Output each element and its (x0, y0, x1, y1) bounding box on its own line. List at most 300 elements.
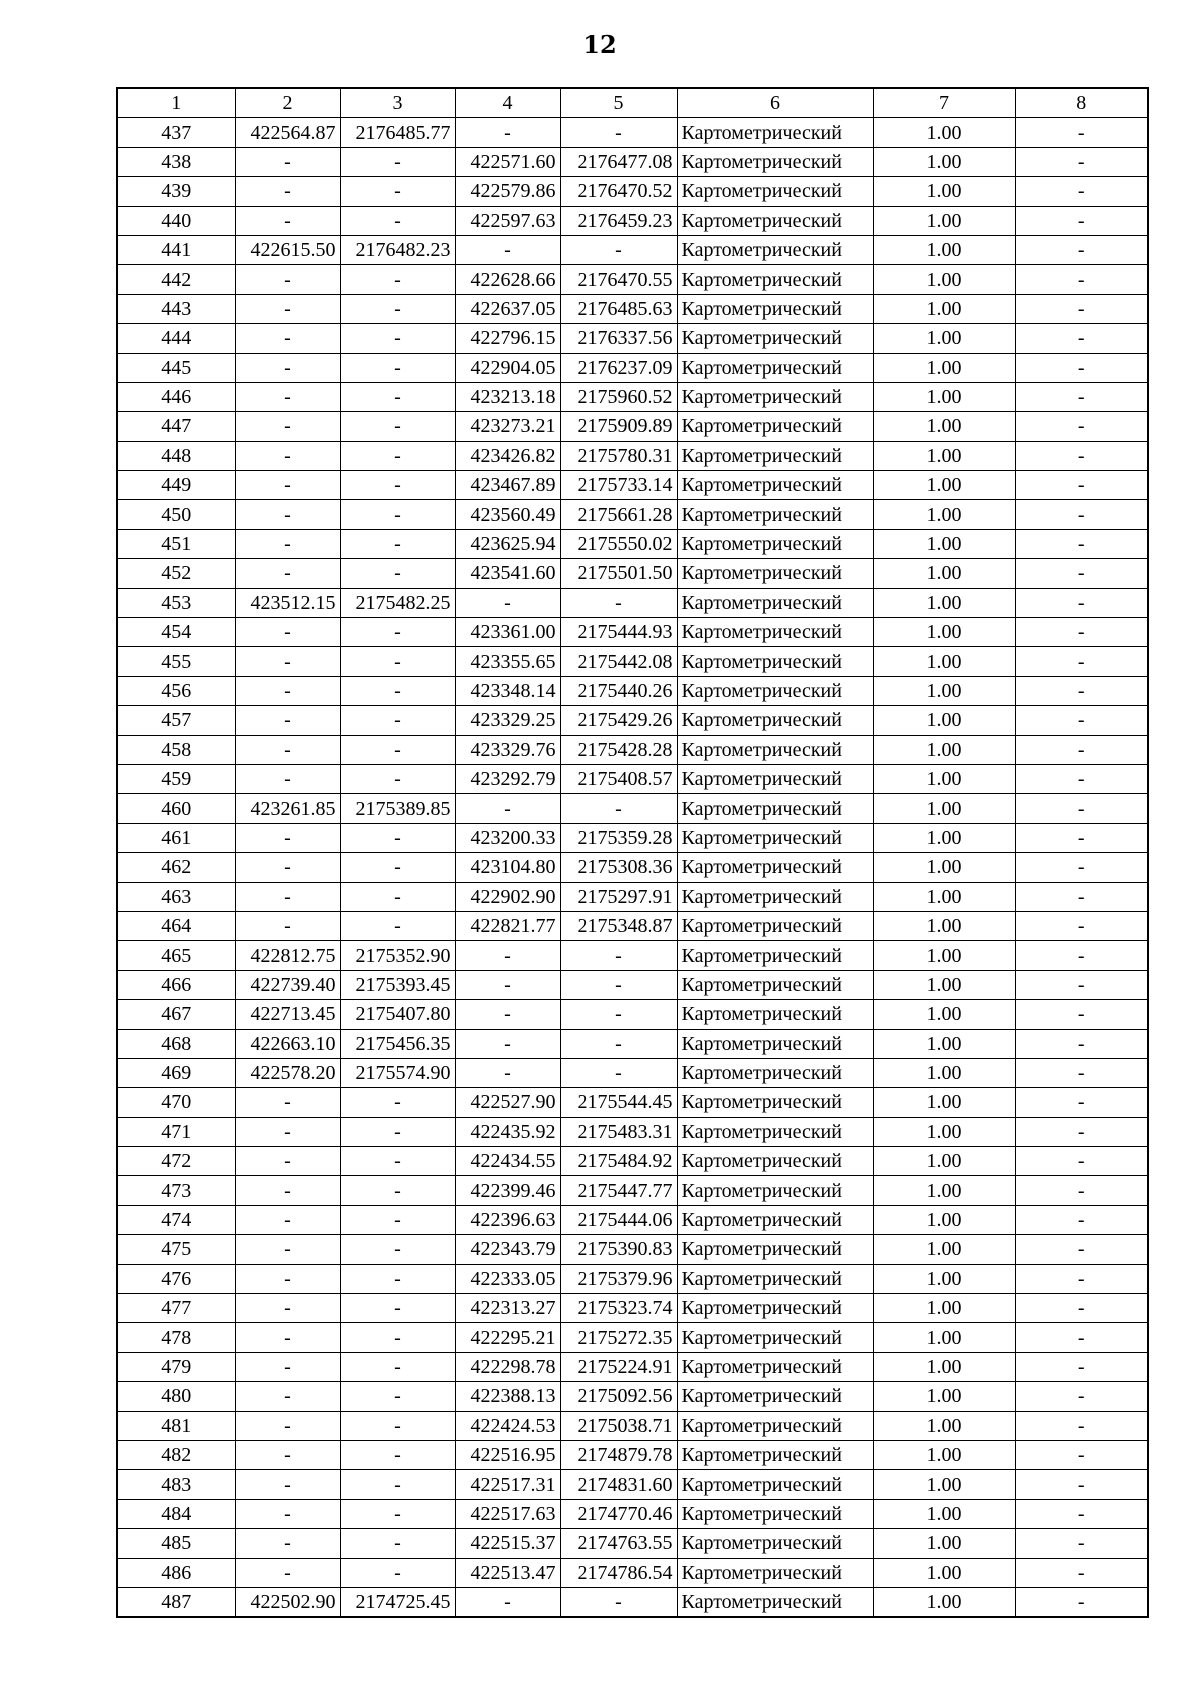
table-cell: - (235, 206, 340, 235)
table-cell: - (560, 794, 677, 823)
table-cell: Картометрический (677, 235, 873, 264)
table-cell: - (340, 853, 455, 882)
table-cell: - (455, 235, 560, 264)
table-cell: 468 (117, 1029, 235, 1058)
table-cell: 1.00 (873, 1176, 1015, 1205)
table-cell: 422298.78 (455, 1352, 560, 1381)
table-cell: 422388.13 (455, 1382, 560, 1411)
column-header: 2 (235, 88, 340, 118)
table-cell: 1.00 (873, 1470, 1015, 1499)
table-cell: 2175501.50 (560, 559, 677, 588)
table-row (117, 794, 1148, 823)
table-cell: 1.00 (873, 294, 1015, 323)
table-cell: - (235, 1147, 340, 1176)
table-cell: - (340, 882, 455, 911)
table-cell: 2176470.52 (560, 177, 677, 206)
table-cell: 422821.77 (455, 911, 560, 940)
table-cell: - (455, 118, 560, 147)
table-cell: 2175359.28 (560, 823, 677, 852)
table-cell: Картометрический (677, 206, 873, 235)
table-cell: Картометрический (677, 324, 873, 353)
table-cell: - (455, 1587, 560, 1617)
table-cell: - (340, 265, 455, 294)
table-cell: - (560, 235, 677, 264)
table-cell: 2175544.45 (560, 1088, 677, 1117)
table-cell: - (1015, 1382, 1148, 1411)
table-row (117, 353, 1148, 382)
table-cell: 1.00 (873, 265, 1015, 294)
table-cell: - (235, 353, 340, 382)
table-cell: - (340, 529, 455, 558)
table-cell: 465 (117, 941, 235, 970)
table-cell: - (340, 1176, 455, 1205)
table-cell: 1.00 (873, 853, 1015, 882)
table-cell: - (560, 1058, 677, 1087)
table-cell: 457 (117, 706, 235, 735)
table-cell: 422295.21 (455, 1323, 560, 1352)
table-cell: Картометрический (677, 1470, 873, 1499)
table-cell: Картометрический (677, 529, 873, 558)
table-row (117, 823, 1148, 852)
table-cell: - (1015, 1411, 1148, 1440)
table-cell: - (340, 1088, 455, 1117)
table-cell: 450 (117, 500, 235, 529)
table-cell: 474 (117, 1205, 235, 1234)
table-cell: 423361.00 (455, 618, 560, 647)
table-cell: - (340, 500, 455, 529)
table-cell: Картометрический (677, 147, 873, 176)
table-row (117, 1382, 1148, 1411)
table-cell: - (340, 294, 455, 323)
table-cell: 1.00 (873, 735, 1015, 764)
table-cell: - (340, 1294, 455, 1323)
table-cell: 2175224.91 (560, 1352, 677, 1381)
table-cell: - (560, 1029, 677, 1058)
table-row (117, 177, 1148, 206)
table-cell: - (1015, 1352, 1148, 1381)
table-cell: 446 (117, 382, 235, 411)
table-cell: - (235, 1235, 340, 1264)
table-cell: 422517.63 (455, 1499, 560, 1528)
table-cell: Картометрический (677, 1323, 873, 1352)
table-cell: 476 (117, 1264, 235, 1293)
table-cell: 422515.37 (455, 1529, 560, 1558)
table-cell: 1.00 (873, 1029, 1015, 1058)
column-header: 1 (117, 88, 235, 118)
table-cell: 478 (117, 1323, 235, 1352)
table-row (117, 1235, 1148, 1264)
table-cell: 438 (117, 147, 235, 176)
table-cell: 487 (117, 1587, 235, 1617)
table-row (117, 1529, 1148, 1558)
table-cell: 2176477.08 (560, 147, 677, 176)
table-cell: 458 (117, 735, 235, 764)
table-cell: Картометрический (677, 471, 873, 500)
table-cell: 1.00 (873, 177, 1015, 206)
table-cell: 472 (117, 1147, 235, 1176)
table-cell: - (235, 441, 340, 470)
table-row (117, 1411, 1148, 1440)
table-cell: - (235, 882, 340, 911)
table-cell: - (340, 324, 455, 353)
table-cell: Картометрический (677, 735, 873, 764)
table-cell: 2175408.57 (560, 764, 677, 793)
table-row (117, 1440, 1148, 1469)
table-cell: - (235, 1294, 340, 1323)
table-cell: 2175429.26 (560, 706, 677, 735)
table-row (117, 1205, 1148, 1234)
table-cell: - (1015, 1587, 1148, 1617)
table-cell: 483 (117, 1470, 235, 1499)
table-cell: Картометрический (677, 1088, 873, 1117)
table-cell: 2175456.35 (340, 1029, 455, 1058)
table-cell: - (1015, 1176, 1148, 1205)
table-cell: 2175960.52 (560, 382, 677, 411)
table-cell: 1.00 (873, 500, 1015, 529)
table-cell: - (1015, 353, 1148, 382)
table-cell: 439 (117, 177, 235, 206)
table-row (117, 764, 1148, 793)
table-cell: - (560, 941, 677, 970)
table-cell: Картометрический (677, 588, 873, 617)
table-cell: - (340, 676, 455, 705)
table-cell: 423512.15 (235, 588, 340, 617)
table-cell: 2174725.45 (340, 1587, 455, 1617)
table-cell: 443 (117, 294, 235, 323)
table-cell: 422517.31 (455, 1470, 560, 1499)
table-cell: - (340, 471, 455, 500)
table-cell: 2176482.23 (340, 235, 455, 264)
table-cell: 423467.89 (455, 471, 560, 500)
table-cell: 1.00 (873, 794, 1015, 823)
table-cell: 1.00 (873, 764, 1015, 793)
table-cell: - (235, 1176, 340, 1205)
table-cell: 469 (117, 1058, 235, 1087)
table-cell: 422571.60 (455, 147, 560, 176)
table-cell: Картометрический (677, 441, 873, 470)
table-row (117, 1264, 1148, 1293)
table-cell: 1.00 (873, 382, 1015, 411)
table-cell: 1.00 (873, 618, 1015, 647)
table-cell: 1.00 (873, 206, 1015, 235)
table-cell: 1.00 (873, 1235, 1015, 1264)
table-cell: Картометрический (677, 676, 873, 705)
table-cell: 447 (117, 412, 235, 441)
table-cell: - (1015, 1147, 1148, 1176)
table-cell: 1.00 (873, 941, 1015, 970)
table-row (117, 1176, 1148, 1205)
table-cell: - (235, 1088, 340, 1117)
table-cell: - (1015, 559, 1148, 588)
table-row (117, 1058, 1148, 1087)
table-cell: - (455, 970, 560, 999)
table-cell: - (235, 412, 340, 441)
table-row (117, 1294, 1148, 1323)
table-cell: 423348.14 (455, 676, 560, 705)
table-cell: - (1015, 177, 1148, 206)
table-cell: - (235, 1117, 340, 1146)
table-row (117, 1558, 1148, 1587)
table-cell: 1.00 (873, 235, 1015, 264)
table-cell: - (235, 1205, 340, 1234)
table-cell: - (340, 706, 455, 735)
table-cell: 2174831.60 (560, 1470, 677, 1499)
table-cell: 463 (117, 882, 235, 911)
table-cell: 2175733.14 (560, 471, 677, 500)
table-cell: 2175379.96 (560, 1264, 677, 1293)
table-cell: - (340, 823, 455, 852)
table-cell: 485 (117, 1529, 235, 1558)
table-cell: 422597.63 (455, 206, 560, 235)
table-cell: 423104.80 (455, 853, 560, 882)
table-cell: - (1015, 294, 1148, 323)
table-cell: - (455, 941, 560, 970)
table-cell: - (235, 529, 340, 558)
table-cell: 1.00 (873, 1352, 1015, 1381)
table-cell: Картометрический (677, 1000, 873, 1029)
table-row (117, 618, 1148, 647)
table-cell: - (1015, 412, 1148, 441)
table-cell: 1.00 (873, 706, 1015, 735)
table-cell: - (235, 1470, 340, 1499)
table-cell: 459 (117, 764, 235, 793)
table-row (117, 588, 1148, 617)
table-cell: 2176237.09 (560, 353, 677, 382)
table-cell: 2175444.93 (560, 618, 677, 647)
table-cell: - (560, 588, 677, 617)
table-cell: - (1015, 1205, 1148, 1234)
table-cell: - (1015, 618, 1148, 647)
table-row (117, 206, 1148, 235)
table-cell: 471 (117, 1117, 235, 1146)
table-cell: - (1015, 794, 1148, 823)
table-cell: 422904.05 (455, 353, 560, 382)
table-cell: 422663.10 (235, 1029, 340, 1058)
table-cell: - (235, 147, 340, 176)
table-cell: 1.00 (873, 324, 1015, 353)
table-cell: - (340, 764, 455, 793)
table-cell: - (235, 1352, 340, 1381)
column-header: 3 (340, 88, 455, 118)
table-cell: 482 (117, 1440, 235, 1469)
table-row (117, 735, 1148, 764)
table-cell: - (1015, 235, 1148, 264)
table-row (117, 1499, 1148, 1528)
table-cell: 1.00 (873, 911, 1015, 940)
table-row (117, 941, 1148, 970)
table-cell: Картометрический (677, 559, 873, 588)
table-cell: - (1015, 324, 1148, 353)
table-cell: 1.00 (873, 441, 1015, 470)
table-cell: Картометрический (677, 118, 873, 147)
table-cell: 423213.18 (455, 382, 560, 411)
table-cell: Картометрический (677, 1411, 873, 1440)
table-cell: 481 (117, 1411, 235, 1440)
table-cell: 484 (117, 1499, 235, 1528)
table-cell: 422424.53 (455, 1411, 560, 1440)
table-cell: 423355.65 (455, 647, 560, 676)
table-cell: Картометрический (677, 941, 873, 970)
table-cell: - (1015, 265, 1148, 294)
table-cell: 2174879.78 (560, 1440, 677, 1469)
table-cell: 460 (117, 794, 235, 823)
table-cell: Картометрический (677, 1058, 873, 1087)
table-cell: - (340, 177, 455, 206)
table-cell: 2175393.45 (340, 970, 455, 999)
table-cell: 422796.15 (455, 324, 560, 353)
table-cell: 422578.20 (235, 1058, 340, 1087)
table-cell: Картометрический (677, 1205, 873, 1234)
table-cell: - (340, 1352, 455, 1381)
table-cell: 422435.92 (455, 1117, 560, 1146)
table-cell: - (235, 324, 340, 353)
table-cell: 2176485.63 (560, 294, 677, 323)
table-cell: - (235, 500, 340, 529)
table-cell: - (235, 294, 340, 323)
table-cell: - (1015, 676, 1148, 705)
table-cell: Картометрический (677, 853, 873, 882)
table-cell: Картометрический (677, 823, 873, 852)
table-cell: - (340, 618, 455, 647)
table-cell: - (235, 559, 340, 588)
table-cell: 2175574.90 (340, 1058, 455, 1087)
table-cell: - (1015, 647, 1148, 676)
table-cell: 1.00 (873, 1294, 1015, 1323)
table-cell: Картометрический (677, 618, 873, 647)
table-cell: - (1015, 1088, 1148, 1117)
table-cell: - (235, 1264, 340, 1293)
table-row (117, 1000, 1148, 1029)
table-cell: - (1015, 823, 1148, 852)
table-cell: 453 (117, 588, 235, 617)
table-cell: 452 (117, 559, 235, 588)
table-cell: 1.00 (873, 1264, 1015, 1293)
table-cell: Картометрический (677, 764, 873, 793)
table-cell: Картометрический (677, 294, 873, 323)
table-cell: - (1015, 441, 1148, 470)
table-cell: 1.00 (873, 147, 1015, 176)
table-row (117, 1470, 1148, 1499)
table-cell: 473 (117, 1176, 235, 1205)
table-cell: - (560, 1587, 677, 1617)
table-cell: - (1015, 1029, 1148, 1058)
table-cell: - (235, 1323, 340, 1352)
table-cell: 1.00 (873, 353, 1015, 382)
column-header: 6 (677, 88, 873, 118)
table-cell: 1.00 (873, 118, 1015, 147)
table-row (117, 1088, 1148, 1117)
table-row (117, 1117, 1148, 1146)
table-cell: - (340, 1117, 455, 1146)
coordinates-table (116, 87, 1149, 1618)
table-cell: 441 (117, 235, 235, 264)
table-cell: Картометрический (677, 706, 873, 735)
table-cell: - (560, 118, 677, 147)
table-cell: 2175447.77 (560, 1176, 677, 1205)
table-cell: 1.00 (873, 970, 1015, 999)
table-cell: 464 (117, 911, 235, 940)
table-cell: - (340, 1235, 455, 1264)
table-cell: - (340, 382, 455, 411)
table-row (117, 147, 1148, 176)
table-cell: - (1015, 147, 1148, 176)
table-cell: 1.00 (873, 1088, 1015, 1117)
table-cell: - (235, 177, 340, 206)
table-cell: 448 (117, 441, 235, 470)
table-cell: Картометрический (677, 882, 873, 911)
table-cell: 2175428.28 (560, 735, 677, 764)
table-cell: Картометрический (677, 1147, 873, 1176)
table-cell: 422739.40 (235, 970, 340, 999)
column-header: 7 (873, 88, 1015, 118)
table-row (117, 647, 1148, 676)
table-cell: - (560, 970, 677, 999)
table-cell: - (455, 794, 560, 823)
table-cell: 2175092.56 (560, 1382, 677, 1411)
table-cell: 1.00 (873, 1323, 1015, 1352)
table-cell: 422502.90 (235, 1587, 340, 1617)
table-cell: 456 (117, 676, 235, 705)
table-cell: 462 (117, 853, 235, 882)
table-cell: - (235, 706, 340, 735)
column-header: 5 (560, 88, 677, 118)
table-cell: - (1015, 706, 1148, 735)
table-cell: 467 (117, 1000, 235, 1029)
table-cell: - (1015, 382, 1148, 411)
table-cell: - (340, 1529, 455, 1558)
table-cell: 423329.25 (455, 706, 560, 735)
table-cell: 486 (117, 1558, 235, 1587)
table-cell: 475 (117, 1235, 235, 1264)
table-row (117, 1323, 1148, 1352)
table-cell: - (1015, 853, 1148, 882)
table-cell: 422637.05 (455, 294, 560, 323)
table-cell: Картометрический (677, 265, 873, 294)
table-cell: 422628.66 (455, 265, 560, 294)
table-cell: - (235, 853, 340, 882)
table-cell: - (560, 1000, 677, 1029)
table-cell: - (1015, 118, 1148, 147)
table-row (117, 882, 1148, 911)
table-cell: 1.00 (873, 1058, 1015, 1087)
table-cell: - (340, 559, 455, 588)
table-cell: 1.00 (873, 471, 1015, 500)
table-cell: - (340, 353, 455, 382)
table-cell: - (340, 1499, 455, 1528)
table-cell: Картометрический (677, 1529, 873, 1558)
table-cell: 437 (117, 118, 235, 147)
table-row (117, 1029, 1148, 1058)
table-cell: 1.00 (873, 1440, 1015, 1469)
table-cell: - (340, 1205, 455, 1234)
table-cell: 422333.05 (455, 1264, 560, 1293)
table-cell: 2175352.90 (340, 941, 455, 970)
table-cell: - (1015, 1558, 1148, 1587)
table-cell: - (235, 647, 340, 676)
table-cell: - (235, 382, 340, 411)
table-cell: 422527.90 (455, 1088, 560, 1117)
table-cell: 2175909.89 (560, 412, 677, 441)
table-cell: 1.00 (873, 676, 1015, 705)
table-cell: - (340, 1323, 455, 1352)
table-cell: 1.00 (873, 1529, 1015, 1558)
table-cell: 480 (117, 1382, 235, 1411)
table-cell: 1.00 (873, 529, 1015, 558)
table-cell: - (340, 911, 455, 940)
table-cell: - (235, 1558, 340, 1587)
table-cell: 422615.50 (235, 235, 340, 264)
table-cell: 422516.95 (455, 1440, 560, 1469)
